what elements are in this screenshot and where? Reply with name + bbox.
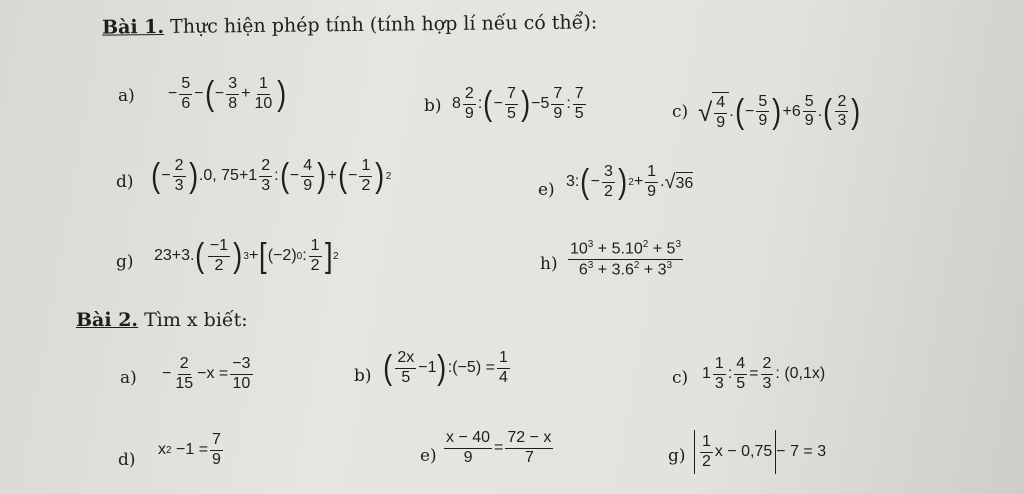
bai1-heading — [102, 11, 597, 38]
bai2-expr-g: 1 2 x − 0,75 − 7 = 3 — [694, 430, 826, 474]
bai2-label-d: d) — [118, 450, 136, 470]
bai1-label-c: c) — [672, 102, 689, 122]
bai2-label-e: e) — [420, 446, 437, 466]
bai1-label-e: e) — [538, 180, 555, 200]
bai2-label-g: g) — [668, 446, 686, 466]
bai1-label-h: h) — [540, 254, 558, 274]
bai2-label-a: a) — [120, 368, 137, 388]
bai2-label-c: c) — [672, 368, 689, 388]
bai1-label-b: b) — [424, 96, 442, 116]
bai2-expr-a: − 2 15 −x = −3 10 — [162, 355, 251, 392]
bai2-expr-b: ( 2x 5 −1 ) :(−5) = 1 4 — [383, 349, 508, 388]
bai2-expr-d: x 2 −1 = 7 9 — [158, 431, 221, 468]
bai1-expr-d: ( − 2 3 ) .0, 75+1 2 3 : ( − 4 9 ) + ( − 1 2 ) 2 — [151, 157, 392, 196]
bai2-label-b: b) — [354, 366, 372, 386]
bai1-text: Thực hiện phép tính (tính hợp lí nếu có thể): — [169, 11, 598, 38]
bai1-label-d: d) — [116, 172, 134, 192]
bai2-heading — [76, 309, 248, 331]
bai1-expr-c: √ $\frac{4}{9}$ . ( − 5 9 ) +6 5 9 . ( 2 3 ) — [698, 92, 861, 131]
bai1-expr-a: − 5 6 − ( − 3 8 + 1 10 ) — [168, 75, 287, 114]
bai2-text: Tìm x biết: — [144, 309, 248, 331]
bai1-expr-e: 3: ( − 3 2 ) 2 + 1 9 . √ 36 — [566, 163, 694, 202]
bai1-label-g: g) — [116, 252, 134, 272]
bai1-title: Bài 1. — [101, 15, 165, 39]
bai1-expr-b: 8 2 9 : ( − 7 5 ) −5 7 9 : 7 5 — [452, 85, 584, 124]
bai1-expr-g: 23+3. ( −1 2 ) 3 + [ (−2) 0 : 1 2 ] 2 — [154, 237, 339, 276]
bai2-expr-e: x − 40 9 = 72 − x 7 — [446, 429, 552, 466]
bai2-title: Bài 2. — [76, 309, 139, 331]
bai1-expr-h: $10^3 + 5.10^2 + 5^3$ $6^3 + 3.6^2 + 3^3$ — [570, 239, 681, 279]
bai2-expr-c: 1 1 3 : 4 5 = 2 3 : (0,1x) — [702, 355, 826, 392]
bai1-label-a: a) — [118, 86, 135, 106]
